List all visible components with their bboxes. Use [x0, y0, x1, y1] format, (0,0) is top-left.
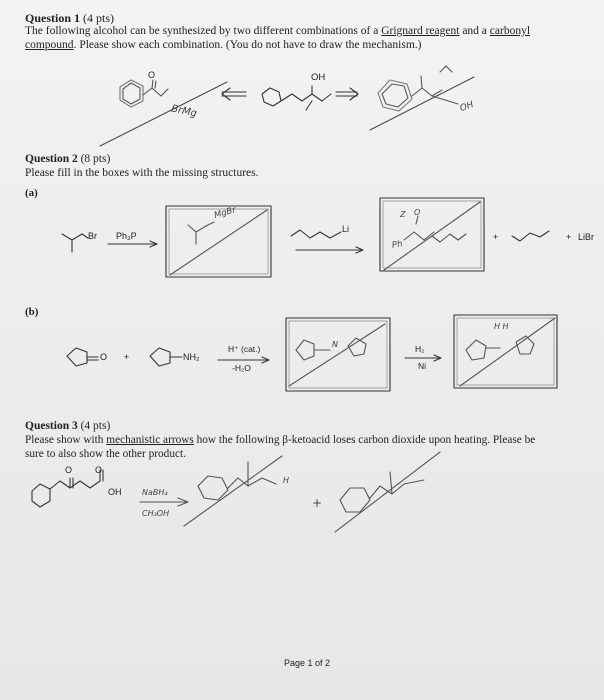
- q1-prompt-text-end: . Please show each combination. (You do not have to draw the mechanism.): [73, 39, 422, 51]
- q2a-answer-box-2: [380, 198, 484, 271]
- q2b-plus: +: [124, 352, 130, 362]
- q3-handwritten-ch3oh: CH₃OH: [142, 509, 170, 518]
- q2a-li-label: Li: [342, 224, 350, 234]
- q1-target-molecule: [262, 86, 331, 110]
- q1-strike-lines: [100, 77, 474, 146]
- q3-handwritten-nabh4: NaBH₄: [142, 488, 168, 497]
- q1-retro-arrow-1: [222, 88, 246, 100]
- q2a-arrow-ph3p: [108, 241, 157, 247]
- q1-carbonyl-chain: [143, 80, 168, 96]
- q2a-libr-label: LiBr: [578, 232, 595, 242]
- q2a-handwritten-z: Z: [400, 210, 406, 219]
- q2b-nh2-label: NH₂: [183, 352, 200, 362]
- q3-beta-ketoacid: [32, 470, 103, 507]
- q2a-isopropyl-bromide: [62, 234, 88, 252]
- q2b-h2-label: H₂: [415, 344, 425, 354]
- q2-heading: [25, 153, 110, 165]
- q2-part-a-label: (a): [25, 187, 38, 199]
- q1-term-grignard: Grignard reagent: [381, 25, 460, 37]
- q2a-plus-1: +: [493, 232, 499, 242]
- q1-ring-right: [378, 66, 458, 111]
- q2a-alkene-product: [512, 231, 549, 241]
- q2b-cyclopentanone: [67, 348, 98, 366]
- q2a-handwritten-mgbr: MgBr: [213, 205, 238, 221]
- q1-prompt-text: The following alcohol can be synthesized by two different combinations of a: [25, 25, 382, 37]
- q1-term-compound: compound: [25, 39, 74, 51]
- q1-handwritten-oh: OH: [458, 99, 476, 115]
- q3-prompt-text: Please show with: [25, 434, 107, 446]
- q1-prompt-line-1: [25, 25, 530, 37]
- q2b-handwritten-hh: H H: [494, 322, 509, 331]
- q2-part-b-label: (b): [25, 306, 39, 318]
- q1-handwritten-brmg: BrMg: [170, 103, 198, 120]
- q1-oh-label: OH: [311, 72, 326, 83]
- q2a-handwritten-o: O: [414, 208, 421, 217]
- q1-ring-left: [120, 80, 143, 107]
- q2a-plus-2: +: [566, 232, 572, 242]
- q1-prompt-line-2: [25, 39, 421, 51]
- q3-points: (4 pts): [80, 420, 111, 432]
- q2b-condition-acid: H⁺ (cat.): [228, 344, 261, 354]
- q1-o-label: O: [148, 70, 156, 80]
- q2b-handwritten-n: N: [332, 340, 338, 349]
- q3-handwritten-arrow: [140, 498, 188, 506]
- q3-heading: [25, 420, 110, 432]
- q2b-o-label: O: [100, 352, 108, 362]
- q2a-alkyllithium: [291, 230, 341, 238]
- q2b-ni-label: Ni: [418, 361, 427, 371]
- q1-prompt-text-mid: and a: [459, 25, 490, 37]
- q3-prompt-text-end: how the following β-ketoacid loses carbon dioxide upon heating. Please be: [193, 434, 536, 446]
- q3-term-mechanistic-arrows: mechanistic arrows: [106, 434, 194, 446]
- q3-handwritten-structure-2: [335, 452, 440, 532]
- q2a-handwritten-ph: Ph: [391, 239, 404, 251]
- q3-prompt-line-2: sure to also show the other product.: [25, 448, 186, 460]
- q1-term-carbonyl: carbonyl: [489, 25, 531, 37]
- q1-title: Question 1: [25, 11, 81, 25]
- q2b-condition-water: -H₂O: [232, 363, 251, 373]
- q1-heading: [25, 11, 114, 26]
- q2b-box1-handwriting: [289, 324, 385, 386]
- q3-oh-label: OH: [108, 487, 122, 497]
- q2a-arrow-2: [296, 247, 363, 253]
- q2a-br-label: Br: [88, 231, 97, 241]
- q2b-cyclopentylamine: [150, 348, 182, 366]
- q3-title: Question 3: [25, 420, 78, 432]
- q1-retro-arrow-2: [336, 88, 358, 100]
- q2a-box2-handwriting: [384, 202, 480, 270]
- q3-handwritten-plus: +: [312, 496, 323, 510]
- q3-o-label-1: O: [65, 465, 73, 475]
- q3-handwritten-structure-1: [184, 456, 282, 526]
- q3-handwritten-h: H: [283, 476, 290, 485]
- q2-points: (8 pts): [80, 153, 111, 165]
- q3-o-label-2: O: [95, 465, 103, 475]
- q2a-reagent-ph3p: Ph₃P: [116, 231, 137, 241]
- page-number: Page 1 of 2: [284, 658, 331, 668]
- q2-instruction: Please fill in the boxes with the missing structures.: [25, 167, 259, 179]
- q1-points: (4 pts): [83, 11, 115, 25]
- q3-prompt-line-1: [25, 434, 535, 446]
- q2-title: Question 2: [25, 153, 78, 165]
